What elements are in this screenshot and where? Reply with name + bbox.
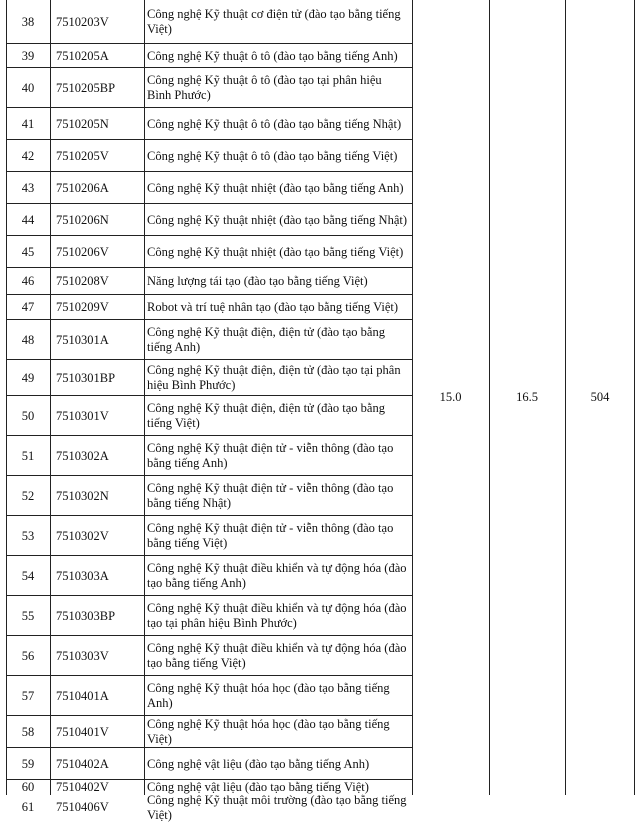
program-code: 7510206V	[56, 244, 109, 259]
program-code-cell	[50, 320, 144, 360]
row-number-cell	[6, 716, 50, 748]
row-divider	[6, 675, 412, 676]
row-number: 61	[21, 800, 35, 814]
row-number-cell	[6, 780, 50, 795]
program-code-cell	[50, 68, 144, 108]
program-name-cell	[144, 516, 412, 556]
program-name: Công nghệ Kỹ thuật điện, điện tử (đào tạo bằng tiếng Anh)	[147, 325, 385, 354]
program-code-cell	[50, 436, 144, 476]
row-number-cell	[6, 204, 50, 236]
row-number: 59	[21, 756, 35, 771]
row-number: 42	[21, 148, 35, 163]
program-name: Công nghệ Kỹ thuật nhiệt (đào tạo bằng tiếng Anh)	[147, 180, 404, 195]
row-number-cell	[6, 636, 50, 676]
program-name-cell	[144, 172, 412, 204]
program-name: Công nghệ Kỹ thuật ô tô (đào tạo bằng tiếng Nhật)	[147, 116, 402, 131]
program-code: 7510205A	[56, 48, 109, 63]
row-divider	[6, 779, 412, 780]
row-divider	[6, 203, 412, 204]
program-code: 7510303A	[56, 568, 109, 583]
program-code-cell	[50, 140, 144, 172]
program-name-cell	[144, 268, 412, 295]
row-number: 47	[21, 300, 35, 314]
program-code-cell	[50, 44, 144, 68]
merged-score-cell-3	[565, 0, 635, 795]
column-divider	[565, 0, 566, 795]
program-name-cell	[144, 320, 412, 360]
row-number: 56	[21, 648, 35, 663]
program-name-cell	[144, 556, 412, 596]
row-number-cell	[6, 436, 50, 476]
program-code: 7510406V	[56, 800, 109, 814]
row-divider	[6, 747, 412, 748]
row-number: 45	[21, 244, 35, 259]
program-code: 7510302N	[56, 488, 109, 503]
program-name-cell	[144, 596, 412, 636]
row-number-cell	[6, 596, 50, 636]
row-number: 40	[21, 80, 35, 95]
program-name: Công nghệ vật liệu (đào tạo bằng tiếng Anh)	[147, 756, 370, 771]
program-code-cell	[50, 636, 144, 676]
row-divider	[6, 435, 412, 436]
row-number: 58	[21, 724, 35, 739]
program-code: 7510402A	[56, 756, 109, 771]
program-code-cell	[50, 0, 144, 44]
row-number: 60	[21, 780, 35, 794]
row-number-cell	[6, 516, 50, 556]
row-divider	[6, 107, 412, 108]
program-name-cell	[144, 295, 412, 320]
program-name: Công nghệ Kỹ thuật ô tô (đào tạo tại phân hiệu Bình Phước)	[147, 73, 382, 102]
program-code: 7510401V	[56, 724, 109, 739]
program-code-cell	[50, 204, 144, 236]
program-code: 7510302V	[56, 528, 109, 543]
program-code: 7510205N	[56, 116, 109, 131]
row-number: 43	[21, 180, 35, 195]
program-name-cell	[144, 360, 412, 396]
program-name: Công nghệ Kỹ thuật điều khiển và tự động hóa (đào tạo bằng tiếng Việt)	[147, 641, 407, 670]
row-number: 54	[21, 568, 35, 583]
program-code-cell	[50, 295, 144, 320]
row-divider	[6, 67, 412, 68]
program-name-cell	[144, 748, 412, 780]
row-number: 38	[21, 14, 35, 29]
row-number-cell	[6, 476, 50, 516]
row-number-cell	[6, 140, 50, 172]
column-divider	[634, 0, 635, 795]
program-name: Công nghệ Kỹ thuật hóa học (đào tạo bằng tiếng Anh)	[147, 681, 390, 710]
row-number-cell	[6, 268, 50, 295]
program-code: 7510303BP	[56, 608, 116, 623]
program-code-cell	[50, 556, 144, 596]
program-code-cell	[50, 596, 144, 636]
column-divider	[6, 0, 7, 795]
program-name: Năng lượng tái tạo (đào tạo bằng tiếng Việt)	[147, 274, 368, 288]
program-name: Công nghệ Kỹ thuật hóa học (đào tạo bằng tiếng Việt)	[147, 717, 390, 746]
row-number: 48	[21, 332, 35, 347]
program-name-cell	[144, 436, 412, 476]
row-number-cell	[6, 795, 50, 820]
program-code: 7510301A	[56, 332, 109, 347]
program-code-cell	[50, 268, 144, 295]
program-name: Công nghệ Kỹ thuật môi trường (đào tạo bằng tiếng Việt)	[147, 792, 407, 822]
row-number: 53	[21, 528, 35, 543]
program-code: 7510206A	[56, 180, 109, 195]
program-name-cell	[144, 140, 412, 172]
admission-table	[6, 0, 635, 822]
row-number: 51	[21, 448, 35, 463]
program-name-cell	[144, 44, 412, 68]
program-name-cell	[144, 716, 412, 748]
row-divider	[6, 395, 412, 396]
program-code: 7510402V	[56, 780, 109, 794]
row-number-cell	[6, 108, 50, 140]
program-code-cell	[50, 108, 144, 140]
row-divider	[6, 235, 412, 236]
column-divider	[489, 0, 490, 795]
program-name: Công nghệ Kỹ thuật điện tử - viễn thông (đào tạo bằng tiếng Việt)	[147, 521, 394, 550]
program-code: 7510208V	[56, 274, 109, 288]
program-name-cell	[144, 676, 412, 716]
program-code-cell	[50, 360, 144, 396]
row-number: 52	[21, 488, 35, 503]
row-divider	[6, 43, 412, 44]
column-divider	[144, 0, 145, 795]
row-number-cell	[6, 295, 50, 320]
program-name: Robot và trí tuệ nhân tạo (đào tạo bằng tiếng Việt)	[147, 300, 399, 314]
merged-score-3: 504	[590, 390, 610, 404]
row-divider	[6, 555, 412, 556]
program-name: Công nghệ Kỹ thuật ô tô (đào tạo bằng tiếng Anh)	[147, 48, 398, 63]
row-divider	[6, 715, 412, 716]
program-name: Công nghệ Kỹ thuật cơ điện tử (đào tạo bằng tiếng Việt)	[147, 7, 401, 36]
row-number-cell	[6, 360, 50, 396]
program-name-cell	[144, 476, 412, 516]
table-row	[6, 792, 635, 822]
row-number-cell	[6, 68, 50, 108]
row-number: 39	[21, 48, 35, 63]
row-number: 55	[21, 608, 35, 623]
program-name-cell	[144, 636, 412, 676]
program-name-cell	[144, 236, 412, 268]
column-divider	[412, 0, 413, 795]
merged-score-2: 16.5	[516, 390, 538, 404]
program-code: 7510301BP	[56, 370, 116, 385]
program-name: Công nghệ Kỹ thuật điện tử - viễn thông (đào tạo bằng tiếng Anh)	[147, 441, 394, 470]
program-name: Công nghệ Kỹ thuật điều khiển và tự động hóa (đào tạo bằng tiếng Anh)	[147, 561, 407, 590]
program-name-cell	[144, 792, 412, 822]
row-number: 50	[21, 408, 35, 423]
program-code-cell	[50, 172, 144, 204]
row-divider	[6, 359, 412, 360]
row-number: 41	[21, 116, 35, 131]
merged-score-1: 15.0	[439, 390, 462, 404]
program-code-cell	[50, 780, 144, 795]
program-code-cell	[50, 516, 144, 556]
program-name-cell	[144, 108, 412, 140]
row-divider	[6, 171, 412, 172]
program-code-cell	[50, 476, 144, 516]
row-divider	[6, 267, 412, 268]
column-divider	[50, 0, 51, 795]
row-number: 57	[21, 688, 35, 703]
row-number-cell	[6, 396, 50, 436]
program-code: 7510209V	[56, 300, 109, 314]
row-divider	[6, 635, 412, 636]
program-name-cell	[144, 204, 412, 236]
row-number: 44	[21, 212, 35, 227]
program-name-cell	[144, 68, 412, 108]
program-code: 7510205BP	[56, 80, 116, 95]
program-code-cell	[50, 396, 144, 436]
program-name: Công nghệ Kỹ thuật nhiệt (đào tạo bằng tiếng Nhật)	[147, 212, 408, 227]
row-number-cell	[6, 0, 50, 44]
program-name: Công nghệ Kỹ thuật nhiệt (đào tạo bằng tiếng Việt)	[147, 244, 404, 259]
program-name-cell	[144, 396, 412, 436]
row-number-cell	[6, 44, 50, 68]
program-code: 7510206N	[56, 212, 109, 227]
program-code: 7510401A	[56, 688, 109, 703]
row-number-cell	[6, 748, 50, 780]
program-code: 7510205V	[56, 148, 109, 163]
row-divider	[6, 515, 412, 516]
row-number-cell	[6, 676, 50, 716]
row-number-cell	[6, 320, 50, 360]
program-name: Công nghệ vật liệu (đào tạo bằng tiếng Việt)	[147, 780, 369, 794]
row-number-cell	[6, 236, 50, 268]
program-name: Công nghệ Kỹ thuật điện, điện tử (đào tạo bằng tiếng Việt)	[147, 401, 385, 430]
row-divider	[6, 595, 412, 596]
program-code: 7510203V	[56, 14, 109, 29]
row-divider	[6, 294, 412, 295]
row-number: 49	[21, 370, 35, 385]
program-name-cell	[144, 0, 412, 44]
row-divider	[6, 475, 412, 476]
program-code-cell	[50, 748, 144, 780]
program-name: Công nghệ Kỹ thuật ô tô (đào tạo bằng tiếng Việt)	[147, 148, 398, 163]
row-divider	[6, 139, 412, 140]
program-code: 7510303V	[56, 648, 109, 663]
program-code-cell	[50, 236, 144, 268]
merged-score-cell-2	[489, 0, 565, 795]
row-number-cell	[6, 556, 50, 596]
program-code: 7510302A	[56, 448, 109, 463]
row-number-cell	[6, 172, 50, 204]
program-name: Công nghệ Kỹ thuật điện, điện tử (đào tạo tại phân hiệu Bình Phước)	[147, 363, 401, 392]
row-divider	[6, 319, 412, 320]
row-number: 46	[21, 274, 35, 288]
program-code-cell	[50, 676, 144, 716]
program-name: Công nghệ Kỹ thuật điều khiển và tự động hóa (đào tạo tại phân hiệu Bình Phước)	[147, 601, 407, 630]
program-code-cell	[50, 795, 144, 820]
program-code-cell	[50, 716, 144, 748]
program-code: 7510301V	[56, 408, 109, 423]
merged-score-cell-1	[412, 0, 489, 795]
program-name: Công nghệ Kỹ thuật điện tử - viễn thông (đào tạo bằng tiếng Nhật)	[147, 481, 394, 510]
